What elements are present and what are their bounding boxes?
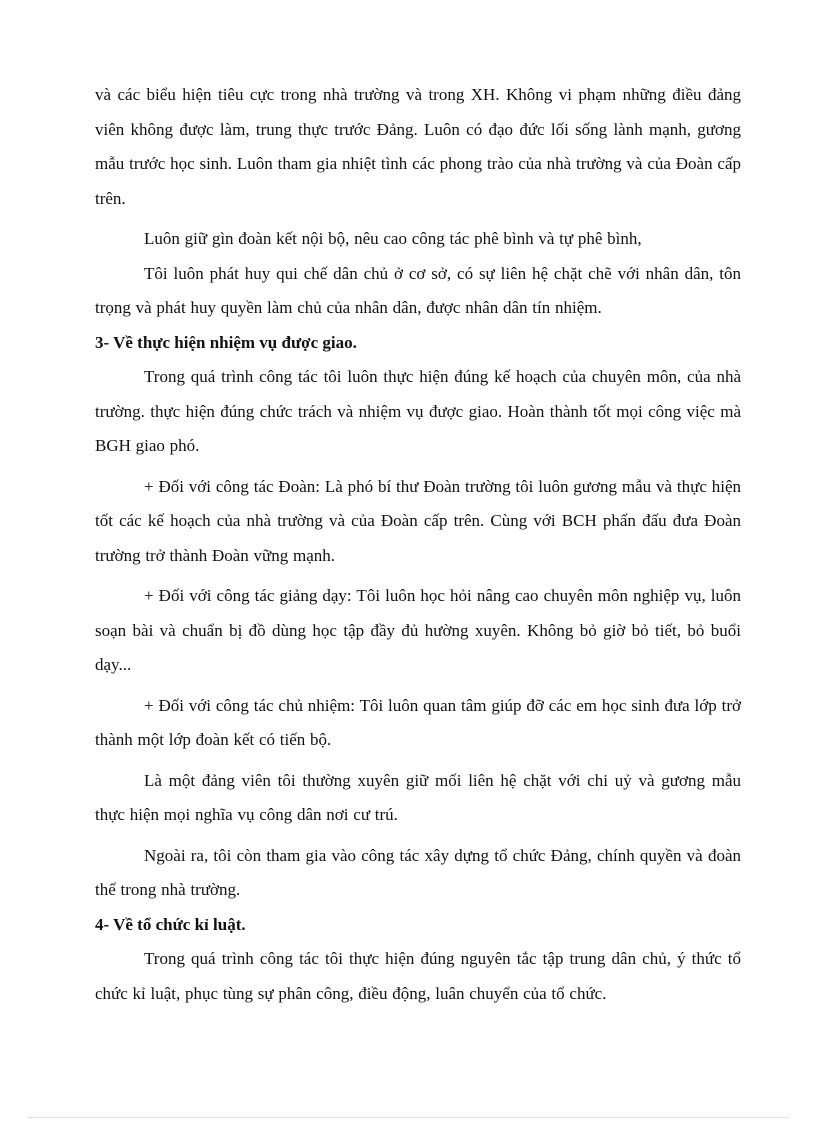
section-heading-tasks: 3- Về thực hiện nhiệm vụ được giao. (95, 332, 357, 352)
section-heading-discipline: 4- Về tổ chức kỉ luật. (95, 914, 246, 934)
paragraph-democracy: Tôi luôn phát huy qui chế dân chủ ở cơ sở, có sự liên hệ chặt chẽ với nhân dân, tôn trọng và phát huy quyền làm chủ của nhân dân, được nhân dân tín nhiệm. (95, 263, 741, 317)
paragraph-youth-union: + Đối với công tác Đoàn: Là phó bí thư Đoàn trường tôi luôn gương mẫu và thực hiện tốt các kế hoạch của nhà trường và của Đoàn cấp trên. Cùng với BCH phấn đấu đưa Đoàn trường trở thành Đoàn vững mạnh. (95, 476, 741, 565)
paragraph-tasks-intro: Trong quá trình công tác tôi luôn thực hiện đúng kế hoạch của chuyên môn, của nhà trường. thực hiện đúng chức trách và nhiệm vụ được giao. Hoàn thành tốt mọi công việc mà BGH giao phó. (95, 367, 741, 455)
paragraph-other-work: Ngoài ra, tôi còn tham gia vào công tác xây dựng tổ chức Đảng, chính quyền và đoàn thể trong nhà trường. (95, 845, 741, 899)
paragraph-party-member: Là một đảng viên tôi thường xuyên giữ mối liên hệ chặt với chi uỷ và gương mẫu thực hiện mọi nghĩa vụ công dân nơi cư trú. (95, 770, 741, 824)
paragraph-conduct: và các biểu hiện tiêu cực trong nhà trường và trong XH. Không vi phạm những điều đảng viên không được làm, trung thực trước Đảng. Luôn có đạo đức lối sống lành mạnh, gương mẫu trước học sinh. Luôn tham gia nhiệt tình các phong trào của nhà trường và của Đoàn cấp trên. (95, 85, 741, 208)
paragraph-discipline: Trong quá trình công tác tôi thực hiện đúng nguyên tắc tập trung dân chủ, ý thức tổ chức kỉ luật, phục tùng sự phân công, điều động, luân chuyển của tổ chức. (95, 949, 741, 1003)
paragraph-teaching: + Đối với công tác giảng dạy: Tôi luôn học hỏi nâng cao chuyên môn nghiệp vụ, luôn soạn bài và chuẩn bị đồ dùng học tập đầy đủ hường xuyên. Không bỏ giờ bỏ tiết, bỏ buổi dạy... (95, 586, 741, 674)
document-body (95, 78, 741, 1011)
page-bottom-divider (28, 1117, 788, 1118)
paragraph-homeroom: + Đối với công tác chủ nhiệm: Tôi luôn quan tâm giúp đỡ các em học sinh đưa lớp trở thành một lớp đoàn kết có tiến bộ. (95, 695, 741, 749)
paragraph-unity: Luôn giữ gìn đoàn kết nội bộ, nêu cao công tác phê bình và tự phê bình, (144, 229, 642, 248)
